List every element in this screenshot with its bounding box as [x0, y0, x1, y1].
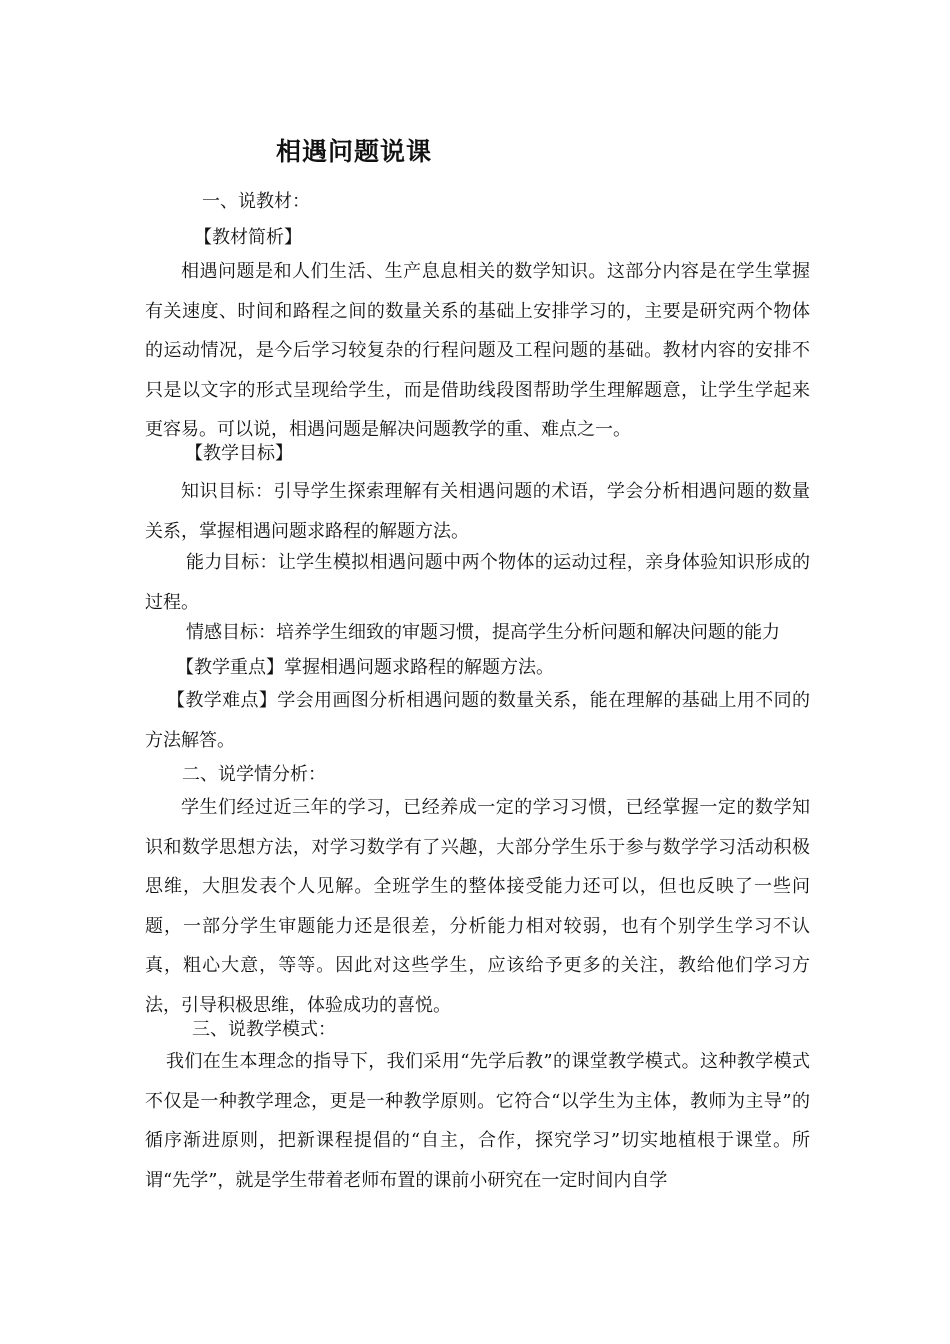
knowledge-goal-paragraph: 知识目标：引导学生探索理解有关相遇问题的术语，学会分析相遇问题的数量关系，掌握相遇问题求路程的解题方法。: [145, 481, 810, 542]
ability-goal-paragraph: 能力目标：让学生模拟相遇问题中两个物体的运动过程，亲身体验知识形成的过程。: [145, 552, 810, 613]
emotion-goal-line: 情感目标：培养学生细致的审题习惯，提高学生分析问题和解决问题的能力: [186, 622, 780, 643]
document-title: 相遇问题说课: [276, 137, 433, 166]
difficulty-paragraph: 【教学难点】学会用画图分析相遇问题的数量关系，能在理解的基础上用不同的方法解答。: [145, 690, 810, 751]
textbook-analysis-heading: 【教材简析】: [194, 227, 302, 248]
section2-heading: 二、说学情分析：: [182, 764, 326, 785]
student-analysis-paragraph: 学生们经过近三年的学习，已经养成一定的学习习惯，已经掌握一定的数学知识和数学思想方法，对学习数学有了兴趣，大部分学生乐于参与数学学习活动积极思维，大胆发表个人见解。全班学生的整体接受能力还可以，但也反映了一些问题，一部分学生审题能力还是很差，分析能力相对较弱，也有个别学生学习不认真，粗心大意，等等。因此对这些学生，应该给予更多的关注，教给他们学习方法，引导积极思维，体验成功的喜悦。: [145, 797, 810, 1016]
textbook-analysis-paragraph: 相遇问题是和人们生活、生产息息相关的数学知识。这部分内容是在学生掌握有关速度、时间和路程之间的数量关系的基础上安排学习的，主要是研究两个物体的运动情况，是今后学习较复杂的行程问题及工程问题的基础。教材内容的安排不只是以文字的形式呈现给学生，而是借助线段图帮助学生理解题意，让学生学起来更容易。可以说，相遇问题是解决问题教学的重、难点之一。: [145, 261, 810, 440]
key-point-line: 【教学重点】掌握相遇问题求路程的解题方法。: [176, 657, 554, 678]
teaching-goals-heading: 【教学目标】: [185, 443, 293, 464]
section1-heading: 一、说教材：: [202, 191, 310, 212]
section3-heading: 三、说教学模式：: [192, 1019, 336, 1040]
teaching-mode-paragraph: 我们在生本理念的指导下，我们采用“先学后教”的课堂教学模式。这种教学模式不仅是一种教学理念，更是一种教学原则。它符合“以学生为主体，教师为主导”的循序渐进原则，把新课程提倡的“自主，合作，探究学习”切实地植根于课堂。所谓“先学”，就是学生带着老师布置的课前小研究在一定时间内自学: [145, 1051, 810, 1191]
